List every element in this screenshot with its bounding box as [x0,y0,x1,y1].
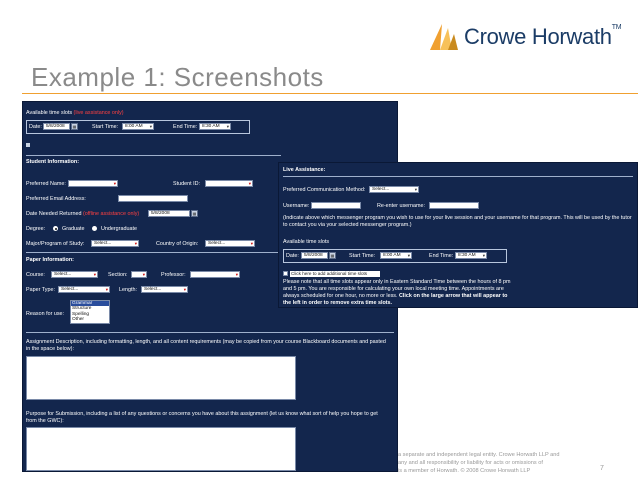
footer-line: a separate and independent legal entity. Crowe Horwath LLP and [398,452,560,458]
date-needed-label: Date Needed Returned (offline assistance only) [26,211,140,217]
chevron-down-icon: ▾ [142,272,145,277]
chevron-down-icon: ▾ [149,124,152,129]
calendar-icon[interactable]: ▦ [72,124,77,129]
chevron-down-icon: ▾ [235,272,238,277]
chevron-down-icon: ▾ [105,287,108,292]
live-time-slots-label: Available time slots [283,239,330,245]
date-field[interactable]: 5/8/2008 [43,123,70,130]
student-id-field[interactable] [205,180,253,187]
footer-line: any and all responsibility or liability for acts or omissions of [398,460,543,466]
chevron-down-icon: ▾ [134,241,137,246]
length-select[interactable]: Select... ▾ [141,286,188,293]
paper-type-select[interactable]: Select... ▾ [58,286,110,293]
section-divider [26,155,281,156]
reason-label: Reason for use: [26,311,65,317]
start-time-select[interactable]: 8:00 AM ▾ [122,123,154,130]
chevron-down-icon: ▾ [248,181,251,186]
live-start-time-select[interactable]: 8:00 AM ▾ [380,252,412,259]
course-label: Course: [26,272,45,278]
live-end-time-select[interactable]: 8:30 AM ▾ [455,252,487,259]
live-start-time-label: Start Time: [349,253,376,259]
reenter-username-field[interactable] [429,202,479,209]
preferred-name-label: Preferred Name: [26,181,66,187]
live-date-label: Date: [286,253,299,259]
slide-title: Example 1: Screenshots [31,62,324,92]
add-time-slots-link[interactable]: Click here to add additional time slots [290,271,380,277]
undergraduate-label: Undergraduate [101,226,137,232]
footer-disclaimer [398,451,598,475]
start-time-label: Start Time: [92,124,119,130]
professor-select[interactable] [190,271,240,278]
paper-info-heading: Paper Information: [26,257,74,263]
student-id-label: Student ID: [173,181,200,187]
assignment-label: Assignment Description, including formatting, length, and all content requirements (may be copied from your course Blackboard documents and pasted in the space below): [26,339,386,352]
section-divider [283,176,633,177]
comm-method-label: Preferred Communication Method: [283,187,366,193]
live-assistance-heading: Live Assistance: [283,167,326,173]
graduate-label: Graduate [62,226,85,232]
chevron-down-icon: ▾ [407,253,410,258]
country-label: Country of Origin: [156,241,199,247]
calendar-icon[interactable]: ▦ [192,211,197,216]
live-end-time-label: End Time: [429,253,454,259]
assignment-textarea[interactable] [26,356,296,400]
list-item[interactable]: Structure [72,306,92,312]
live-date-field[interactable]: 5/8/2008 [301,252,328,259]
professor-label: Professor: [161,272,186,278]
major-label: Major/Program of Study: [26,241,85,247]
crowe-horwath-logo [428,20,628,56]
section-label: Section: [108,272,128,278]
list-item[interactable]: Other [72,317,84,323]
paper-type-label: Paper Type: [26,287,55,293]
reenter-username-label: Re-enter username: [377,203,425,209]
list-item[interactable]: Grammar [71,301,109,306]
chevron-down-icon: ▾ [93,272,96,277]
course-select[interactable]: Select... ▾ [51,271,98,278]
section-select[interactable] [131,271,147,278]
page-number: 7 [600,465,604,472]
logo-wordmark: Crowe Horwath™ [464,24,622,49]
purpose-label: Purpose for Submission, including a list of any questions or concerns you have about this assignment (let us know what sort of help you hope to get from the GWC): [26,411,378,424]
chevron-down-icon: ▾ [226,124,229,129]
username-label: Username: [283,203,310,209]
email-label: Preferred Email Address: [26,196,86,202]
country-select[interactable]: Select... ▾ [205,240,255,247]
add-slot-checkbox[interactable] [283,271,288,276]
messenger-instruction: (Indicate above which messenger program you wish to use for your live session and your username for that program. This will be used by the tutor to contact you via your selected messenger program.) [283,215,632,228]
crowe-triangles-logo-icon [428,20,458,52]
email-field[interactable] [118,195,188,202]
remove-slot-icon[interactable] [26,143,30,147]
purpose-textarea[interactable] [26,427,296,471]
student-info-heading: Student Information: [26,159,80,165]
footer-line: is a member of Horwath. © 2008 Crowe Horwath LLP [398,468,531,474]
chevron-down-icon: ▾ [414,187,417,192]
comm-method-select[interactable]: Select... ▾ [369,186,419,193]
preferred-name-field[interactable] [68,180,118,187]
section-divider [26,332,394,333]
list-item[interactable]: Spelling [72,311,90,317]
time-slots-label: Available time slots (live assistance only) [26,110,124,116]
chevron-down-icon: ▾ [482,253,485,258]
graduate-radio[interactable] [53,226,58,231]
date-label: Date: [29,124,42,130]
reason-listbox[interactable] [70,300,110,324]
length-label: Length: [119,287,137,293]
section-divider [26,252,281,253]
live-assistance-screenshot [278,162,638,308]
end-time-select[interactable]: 8:30 AM ▾ [199,123,231,130]
username-field[interactable] [311,202,361,209]
date-needed-field[interactable]: 5/8/2008 [148,210,190,217]
chevron-down-icon: ▾ [113,181,116,186]
time-slot-note: Please note that all time slots appear only in Eastern Standard Time between the hours of 8 pm and 5 pm. You are responsible for calculating your own local meeting time. Appointments are always scheduled for one hour, no more or less. Click on the large arrow that will appear to the left in order to remove extra time slots. [283,279,511,306]
undergraduate-radio[interactable] [92,226,97,231]
chevron-down-icon: ▾ [183,287,186,292]
calendar-icon[interactable]: ▦ [330,253,335,258]
title-divider [22,93,638,94]
degree-label: Degree: [26,226,46,232]
end-time-label: End Time: [173,124,198,130]
major-select[interactable]: Select... ▾ [91,240,139,247]
chevron-down-icon: ▾ [250,241,253,246]
